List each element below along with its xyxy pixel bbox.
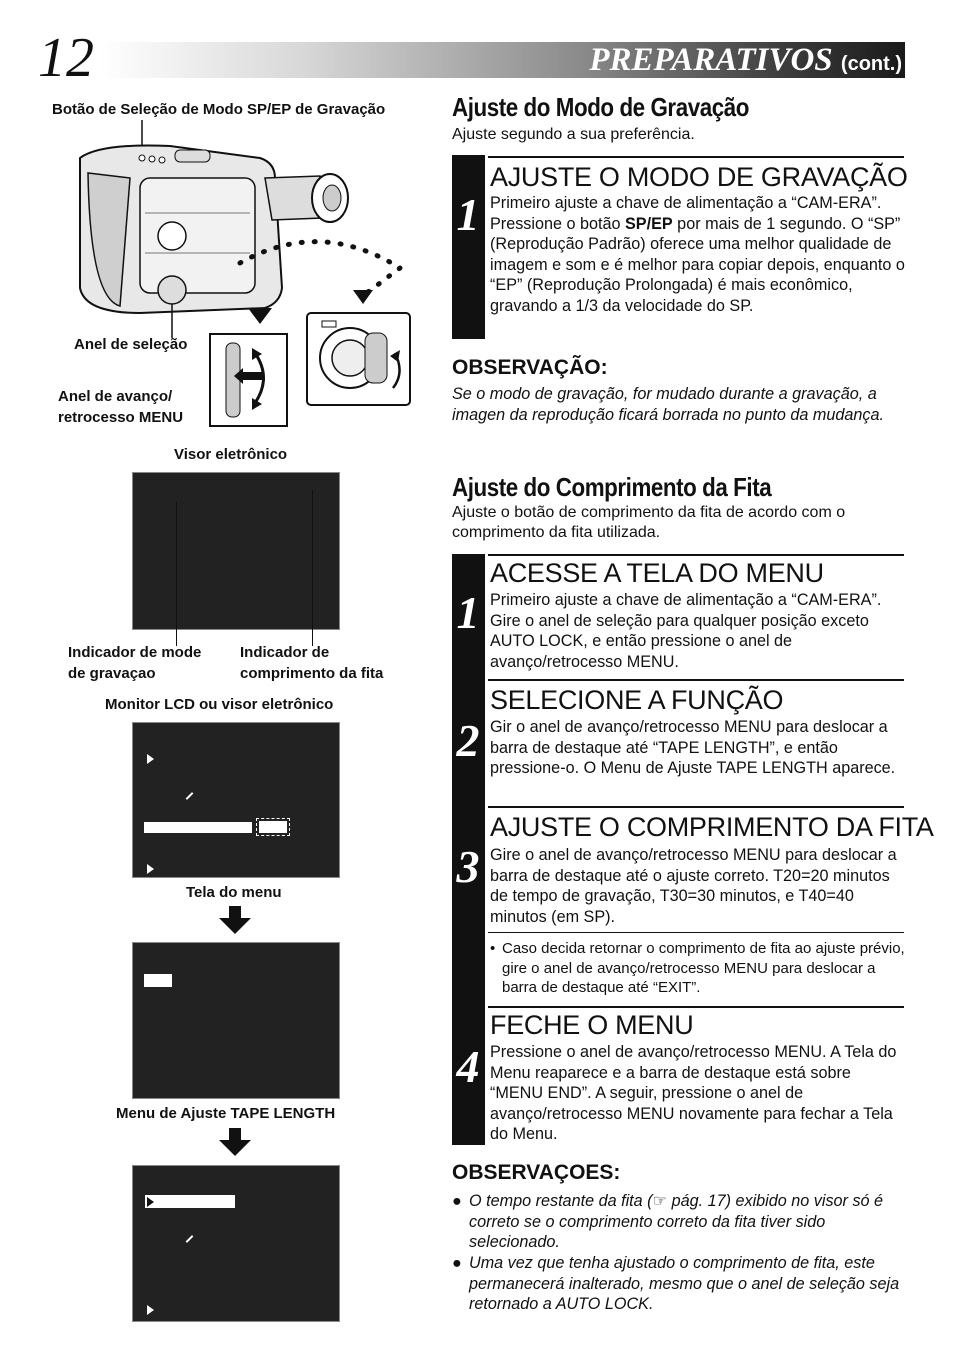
observation-item xyxy=(452,1191,904,1253)
section-title-tape-length: Ajuste do Comprimento da Fita xyxy=(452,472,772,502)
label-rec-mode-line2: de gravaçao xyxy=(68,665,156,682)
step-body: Gire o anel de avanço/retrocesso MENU para deslocar a barra de destaque até o ajuste correto. T20=20 minutos de tempo de gravação, T30=30 minutos, e T40=40 minutos (em SP). xyxy=(490,846,897,926)
observation-body: Se o modo de gravação, for mudado durante a gravação, a imagen da reprodução ficará borrada no punto da mudança. xyxy=(452,385,884,424)
section-title-rec-mode: Ajuste do Modo de Gravação xyxy=(452,92,749,122)
step-number: 1 xyxy=(456,587,480,638)
slash-mark xyxy=(186,792,194,800)
label-menu-ring-line1: Anel de avanço/ xyxy=(58,388,173,405)
divider xyxy=(488,679,904,681)
sp-ep-button-label: SP/EP xyxy=(625,214,673,233)
step-title: ACESSE A TELA DO MENU xyxy=(490,558,824,588)
label-select-ring: Anel de seleção xyxy=(74,336,188,353)
bullet-icon: ● xyxy=(452,1192,462,1210)
label-lcd-monitor: Monitor LCD ou visor eletrônico xyxy=(105,696,334,713)
bullet-icon: ● xyxy=(452,1254,462,1272)
page-number: 12 xyxy=(38,27,94,89)
step-number: 4 xyxy=(456,1041,480,1092)
step-title: AJUSTE O MODO DE GRAVAÇÃO xyxy=(490,162,908,192)
step-body: Gir o anel de avanço/retrocesso MENU para deslocar a barra de destaque até “TAPE LENGTH”, e então pressione-o. O Menu de Ajuste TAPE LENGTH aparece. xyxy=(490,718,896,777)
observations-title: OBSERVAÇOES: xyxy=(452,1161,621,1184)
label-sp-ep-button: Botão de Seleção de Modo SP/EP de Gravação xyxy=(52,101,386,118)
label-menu-screen: Tela do menu xyxy=(186,884,282,901)
step-note xyxy=(490,939,905,998)
divider xyxy=(488,1006,904,1008)
highlight-bar xyxy=(144,974,172,987)
observation-item xyxy=(452,1253,904,1315)
step-body-text: Primeiro ajuste a chave de alimentação a “CAM-ERA”. Pressione o botão xyxy=(490,194,882,233)
observation-text: pág. 17) exibido no visor só é correto se o comprimento correto da fita tiver sido selecionado. xyxy=(469,1192,884,1251)
leader-tape-length xyxy=(312,490,313,646)
slash-mark xyxy=(186,1235,194,1243)
step-title: FECHE O MENU xyxy=(490,1010,694,1040)
menu-end-screen xyxy=(132,1165,340,1322)
cursor-icon xyxy=(147,1305,154,1315)
cursor-icon xyxy=(147,864,154,874)
step-title: AJUSTE O COMPRIMENTO DA FITA xyxy=(490,812,934,842)
step-bar xyxy=(452,155,485,339)
leader-rec-mode xyxy=(176,502,177,646)
step-body: Pressione o anel de avanço/retrocesso MENU. A Tela do Menu reaparece e a barra de destaque está sobre “MENU END”. A seguir, pressione o anel de avanço/retrocesso MENU novamente para fechar a Tela do Menu. xyxy=(490,1043,897,1143)
rec-mode-intro: Ajuste segundo a sua preferência. xyxy=(452,126,695,143)
page-title-main: PREPARATIVOS xyxy=(589,42,833,78)
page-title-suffix: (cont.) xyxy=(840,53,902,75)
blinking-value xyxy=(259,821,287,833)
bullet-icon: • xyxy=(490,940,496,957)
observation-title: OBSERVAÇÃO: xyxy=(452,356,608,379)
label-menu-ring-line2: retrocesso MENU xyxy=(58,409,184,426)
viewfinder-screen xyxy=(132,472,340,630)
cursor-icon xyxy=(147,1197,154,1207)
observation-text: Uma vez que tenha ajustado o comprimento de fita, este permanecerá inalterado, mesmo que o anel de seleção seja retornado a AUTO LOCK. xyxy=(469,1254,900,1313)
divider xyxy=(488,932,904,933)
label-rec-mode-line1: Indicador de mode xyxy=(68,644,202,661)
arrow-down-icon xyxy=(219,906,251,936)
page-reference-icon: ☞ xyxy=(652,1192,668,1210)
observation-text: O tempo restante da fita ( xyxy=(469,1192,653,1210)
divider xyxy=(488,156,904,158)
label-viewfinder: Visor eletrônico xyxy=(174,446,288,463)
step-number: 2 xyxy=(456,715,480,766)
page-title xyxy=(589,40,902,84)
step-body: Primeiro ajuste a chave de alimentação a “CAM-ERA”. Gire o anel de seleção para qualquer posição exceto AUTO LOCK, e então pressione o anel de avanço/retrocesso MENU. xyxy=(490,591,882,671)
step-body xyxy=(490,193,905,316)
tape-length-intro: Ajuste o botão de comprimento da fita de acordo com o comprimento da fita utilizada. xyxy=(452,504,846,541)
highlight-bar xyxy=(145,1195,235,1208)
highlight-bar xyxy=(144,822,252,833)
tape-length-menu-screen xyxy=(132,942,340,1099)
menu-screen xyxy=(132,722,340,878)
arrow-down-icon xyxy=(219,1128,251,1158)
label-tape-length-menu: Menu de Ajuste TAPE LENGTH xyxy=(116,1105,336,1122)
cursor-icon xyxy=(147,754,154,764)
step-body-text: por mais de 1 segundo. O “SP” (Reprodução Padrão) oferece uma melhor qualidade de imagem e som e é melhor para copiar depois, enquanto o “EP” (Reprodução Prolongada) é mais econômico, gravando a 1/3 da velocidade do SP. xyxy=(490,214,905,315)
step-title: SELECIONE A FUNÇÃO xyxy=(490,685,784,715)
step-number: 1 xyxy=(456,189,480,240)
step-note-text: Caso decida retornar o comprimento de fita ao ajuste prévio, gire o anel de avanço/retrocesso MENU para deslocar a barra de destaque até “EXIT”. xyxy=(502,940,905,996)
divider xyxy=(488,554,904,556)
label-tape-length-line2: comprimento da fita xyxy=(240,665,384,682)
label-tape-length-line1: Indicador de xyxy=(240,644,330,661)
step-number: 3 xyxy=(456,841,480,892)
divider xyxy=(488,806,904,808)
